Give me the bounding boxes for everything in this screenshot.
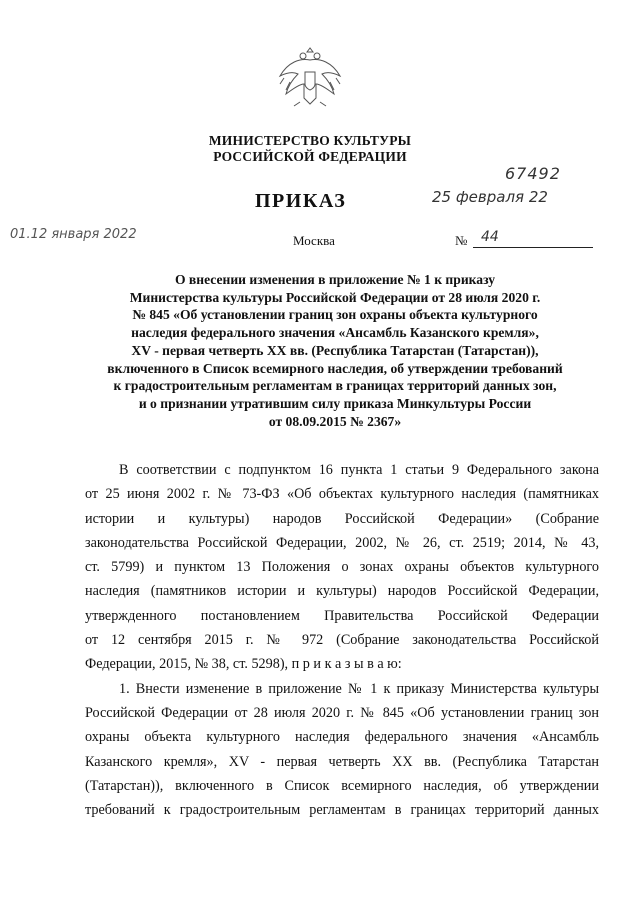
body-line: Российской Федерации от 28 июля 2020 г. № 845 «Об установлении границ зон (85, 704, 599, 721)
title-line: XV - первая четверть XX вв. (Республика Татарстан (Татарстан)), (131, 342, 539, 358)
order-number-value: 44 (481, 229, 499, 245)
title-line: к градостроительным регламентам в границах территорий данных зон, (113, 378, 557, 394)
title-line: наследия федерального значения «Ансамбль Казанского кремля», (131, 325, 539, 341)
title-line: Министерства культуры Российской Федерации от 28 июля 2020 г. (129, 289, 541, 305)
body-line: наследия (памятников истории и культуры) народов Российской Федерации, (85, 583, 599, 600)
title-line: и о признании утратившим силу приказа Минкультуры России (138, 395, 532, 411)
body-line: законодательства Российской Федерации, 2002, № 26, ст. 2519; 2014, № 43, (85, 534, 599, 551)
body-line: от 25 июня 2002 г. № 73-ФЗ «Об объектах культурного наследия (памятниках (85, 486, 599, 503)
coat-of-arms-emblem (270, 42, 350, 112)
order-number-field (455, 231, 595, 251)
number-sign: № (455, 233, 468, 248)
body-line: истории и культуры) народов Российской Федерации» (Собрание (85, 510, 599, 527)
document-type-title: ПРИКАЗ (255, 190, 347, 212)
city-label: Москва (293, 233, 335, 248)
body-line: Казанского кремля», XV - первая четверть XX вв. (Республика Татарстан (85, 753, 599, 770)
body-line: охраны объекта культурного наследия федерального значения «Ансамбль (85, 729, 599, 746)
handwritten-registration-date: 25 февраля 22 (432, 188, 548, 206)
order-body-text (85, 458, 599, 822)
body-line: требований к градостроительным регламентам в границах территорий данных (85, 802, 599, 819)
title-line: О внесении изменения в приложение № 1 к приказу (174, 272, 496, 287)
body-line: Федерации, 2015, № 38, ст. 5298), п р и к а з ы в а ю: (85, 656, 402, 673)
body-line: ст. 5799) и пунктом 13 Положения о зонах охраны объектов культурного (85, 559, 599, 576)
body-line: В соответствии с подпунктом 16 пункта 1 статьи 9 Федерального закона (119, 462, 599, 478)
body-line: 1. Внести изменение в приложение № 1 к приказу Министерства культуры (119, 680, 599, 697)
body-line: утвержденного постановлением Правительства Российской Федерации (85, 607, 599, 624)
title-line: от 08.09.2015 № 2367» (268, 413, 402, 429)
handwritten-registration-number: 67492 (505, 164, 561, 183)
order-title (80, 271, 590, 430)
ministry-line-1: МИНИСТЕРСТВО КУЛЬТУРЫ (208, 133, 412, 148)
ministry-name (180, 133, 440, 165)
title-line: включенного в Список всемирного наследия, об утверждении требований (107, 360, 563, 376)
body-line: от 12 сентября 2015 г. № 972 (Собрание законодательства Российской (85, 632, 599, 649)
body-line: (Татарстан)), включенного в Список всемирного наследия, об утверждении (85, 777, 599, 794)
number-underline (473, 247, 593, 248)
handwritten-order-date: 01.12 января 2022 (10, 227, 137, 242)
title-line: № 845 «Об установлении границ зон охраны объекта культурного (132, 307, 538, 323)
ministry-line-2: РОССИЙСКОЙ ФЕДЕРАЦИИ (213, 149, 407, 164)
